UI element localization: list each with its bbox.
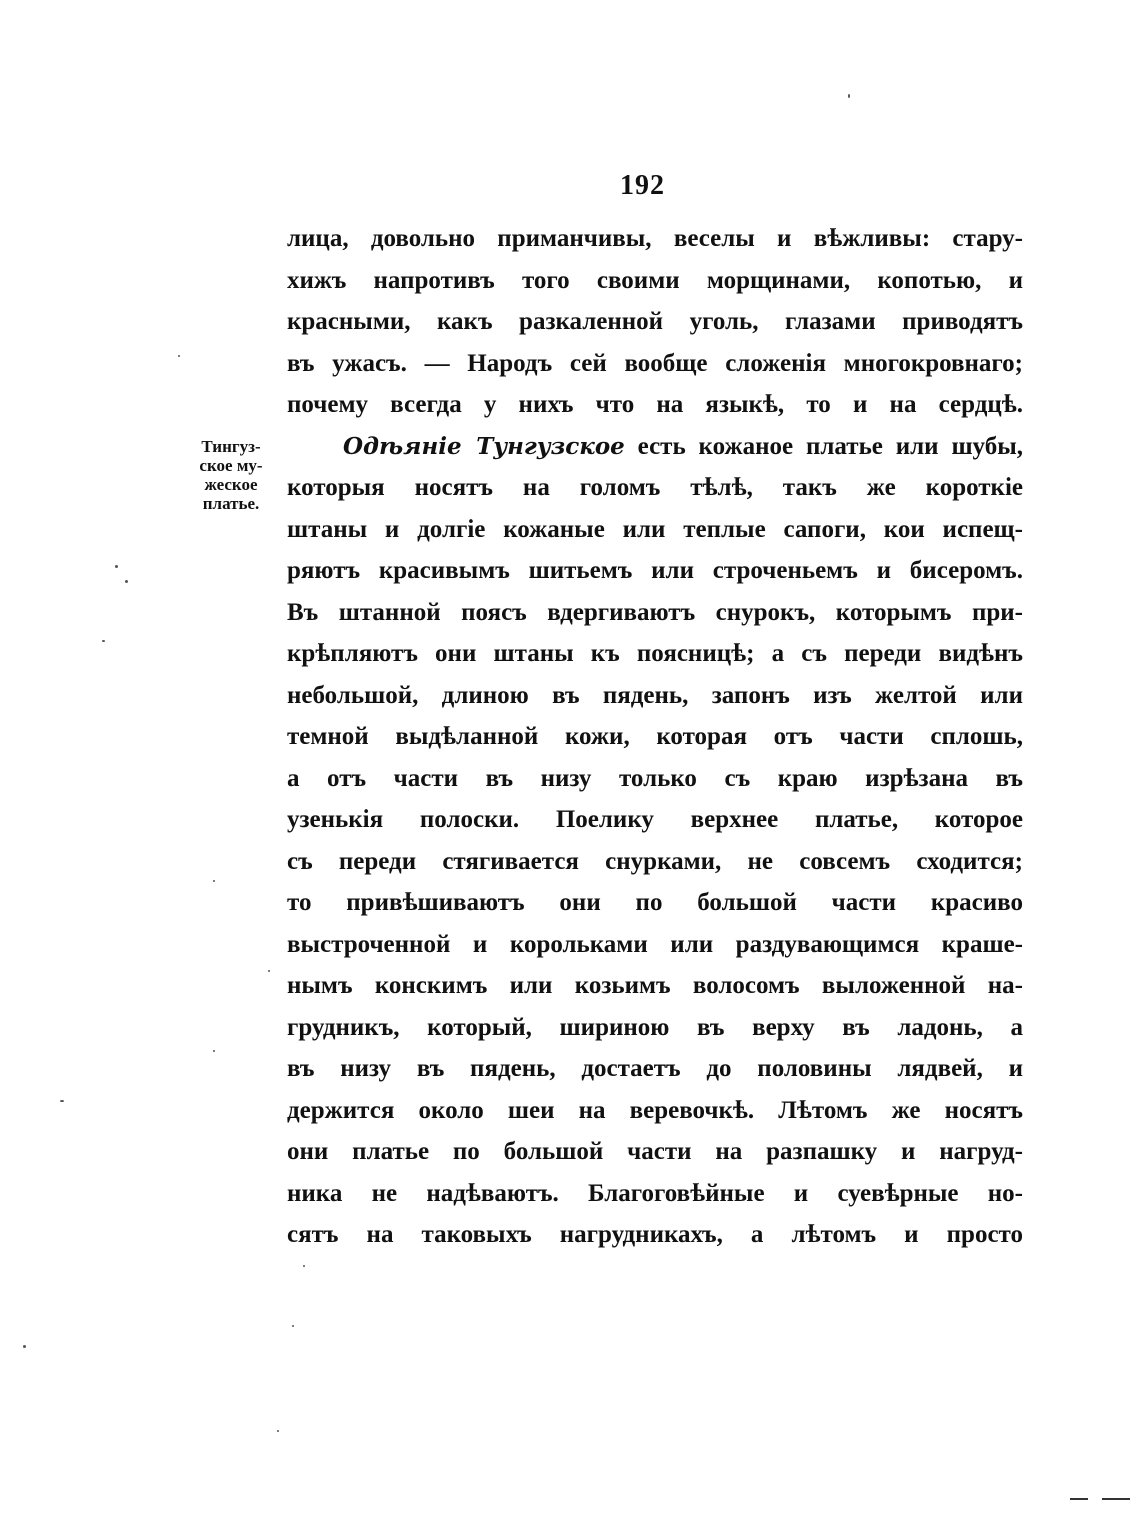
scan-speck (102, 640, 105, 642)
text-line (287, 633, 1023, 675)
line-text: Въ штанной поясъ вдергиваютъ снурокъ, которымъ при- (287, 598, 1023, 626)
text-line (287, 1214, 1023, 1256)
scan-speck (848, 94, 850, 98)
text-line (287, 218, 1023, 260)
scan-mark (1102, 1498, 1130, 1500)
text-line (287, 1090, 1023, 1132)
text-line (287, 509, 1023, 551)
line-text: лица, довольно приманчивы, веселы и вѣжливы: стару- (287, 225, 1023, 252)
line-text: крѣпляютъ они штаны къ поясницѣ; а съ переди видѣнъ (287, 640, 1023, 667)
line-text: то привѣшиваютъ они по большой части красиво (287, 889, 1023, 916)
text-line (287, 675, 1023, 717)
line-text: выстроченной и корольками или раздувающимся краше- (287, 930, 1023, 958)
scan-speck (292, 1325, 294, 1327)
line-text: штаны и долгіе кожаные или теплые сапоги, кои испещ- (287, 515, 1023, 543)
line-text: узенькія полоски. Поелику верхнее платье, которое (287, 806, 1023, 833)
margin-note-line: платье. (202, 494, 260, 513)
text-line (287, 1173, 1023, 1215)
text-line (287, 799, 1023, 841)
line-text: нымъ конскимъ или козьимъ волосомъ выложенной на- (287, 972, 1023, 999)
text-line (287, 1131, 1023, 1173)
page-number: 192 (620, 170, 665, 201)
scan-mark (1070, 1498, 1088, 1500)
text-line (287, 550, 1023, 592)
scan-speck (125, 580, 128, 583)
scan-speck (303, 1265, 305, 1267)
line-text: сятъ на таковыхъ нагрудникахъ, а лѣтомъ и просто (287, 1221, 1023, 1248)
line-text: они платье по большой части на разпашку и нагруд- (287, 1138, 1023, 1165)
text-line (287, 592, 1023, 634)
text-line (287, 1007, 1023, 1049)
line-text: ряютъ красивымъ шитьемъ или строченьемъ и бисеромъ. (287, 557, 1023, 584)
line-text: почему всегда у нихъ что на языкѣ, то и на сердцѣ. (287, 391, 1023, 418)
line-text: есть кожаное платье или шубы, (624, 432, 1023, 460)
line-text: красными, какъ разкаленной уголь, глазами приводятъ (287, 308, 1023, 335)
scan-speck (277, 1430, 279, 1432)
line-text: которыя носятъ на голомъ тѣлѣ, такъ же короткіе (287, 474, 1023, 501)
line-text: въ низу въ пядень, достаетъ до половины лядвей, и (287, 1055, 1023, 1082)
scan-speck (23, 1345, 26, 1348)
scan-speck (213, 1050, 215, 1052)
text-line (287, 426, 1023, 468)
text-line (287, 260, 1023, 302)
text-line (287, 467, 1023, 509)
text-line (287, 758, 1023, 800)
text-line (287, 716, 1023, 758)
line-text: хижъ напротивъ того своими морщинами, копотью, и (287, 266, 1023, 294)
line-text: въ ужасъ. — Народъ сей вообще сложенія многокровнаго; (287, 349, 1023, 377)
line-text: небольшой, длиною въ пядень, запонъ изъ желтой или (287, 681, 1023, 709)
line-text: ника не надѣваютъ. Благоговѣйные и суевѣрные но- (287, 1179, 1023, 1207)
line-text: съ переди стягивается снурками, не совсемъ сходится; (287, 847, 1023, 875)
scan-speck (60, 1100, 64, 1102)
text-line (287, 965, 1023, 1007)
text-line (287, 924, 1023, 966)
scan-speck (268, 970, 270, 972)
text-line (287, 384, 1023, 426)
margin-note (186, 437, 276, 513)
italic-heading: Одѣяніе Тунгузское (343, 432, 625, 460)
text-line (287, 301, 1023, 343)
scan-speck (213, 880, 215, 882)
line-text: грудникъ, который, шириною въ верху въ ладонь, а (287, 1013, 1023, 1041)
margin-note-line: жеское (204, 475, 258, 494)
margin-note-line: Тингуз- (201, 437, 261, 456)
text-line (287, 343, 1023, 385)
body-text (287, 218, 1023, 1256)
scan-speck (115, 565, 118, 568)
margin-note-line: ское му- (199, 456, 263, 475)
line-text: а отъ части въ низу только съ краю изрѣзана въ (287, 764, 1023, 792)
text-line (287, 1048, 1023, 1090)
text-line (287, 841, 1023, 883)
text-line (287, 882, 1023, 924)
line-text: темной выдѣланной кожи, которая отъ части сплошь, (287, 723, 1023, 750)
scan-speck (178, 355, 180, 357)
line-text: держится около шеи на веревочкѣ. Лѣтомъ же носятъ (287, 1096, 1023, 1124)
